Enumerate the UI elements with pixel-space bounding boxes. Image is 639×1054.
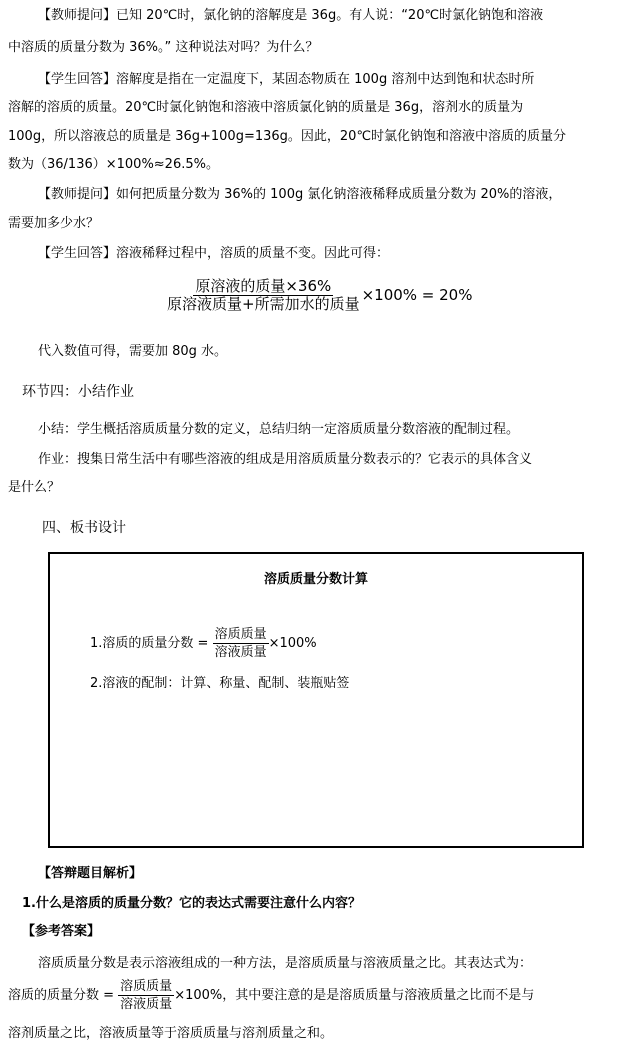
answer-numerator: 溶质质量 bbox=[120, 979, 173, 994]
student-answer-2-line1: 【学生回答】溶液稀释过程中，溶质的质量不变。因此可得： bbox=[38, 246, 390, 261]
answer-fraction bbox=[118, 978, 174, 1013]
board-title: 溶质质量分数计算 bbox=[263, 572, 368, 587]
answer-label: 【参考答案】 bbox=[22, 924, 101, 939]
student-answer-1-line2: 溶解的溶质的质量。20℃时氯化钠饱和溶液中溶质氯化钠的质量是 36g，溶剂水的质量为 bbox=[8, 100, 524, 115]
answer-formula-tail: ×100%，其中要注意的是是溶质质量与溶液质量之比而不是与 bbox=[174, 988, 535, 1003]
answer-formula-prefix: 溶质的质量分数 = bbox=[8, 988, 115, 1003]
board-item-1-denominator: 溶液质量 bbox=[214, 645, 267, 660]
summary-line: 小结：学生概括溶质质量分数的定义，总结归纳一定溶质质量分数溶液的配制过程。 bbox=[38, 422, 520, 437]
teacher-question-1-line2: 中溶质的质量分数为 36%。” 这种说法对吗？为什么？ bbox=[8, 40, 319, 55]
section-4-heading: 环节四：小结作业 bbox=[22, 384, 134, 400]
defense-question: 1.什么是溶质的质量分数？它的表达式需要注意什么内容？ bbox=[22, 896, 361, 911]
answer-line2 bbox=[8, 978, 534, 1013]
board-design-heading: 四、板书设计 bbox=[42, 520, 126, 536]
dilution-fraction bbox=[165, 278, 362, 313]
board-item-1-fraction bbox=[213, 626, 269, 661]
student-answer-1-line1: 【学生回答】溶解度是指在一定温度下，某固态物质在 100g 溶剂中达到饱和状态时所 bbox=[38, 72, 535, 87]
student-answer-1-line3: 100g，所以溶液总的质量是 36g+100g=136g。因此，20℃时氯化钠饱和溶液中溶质的质量分 bbox=[8, 129, 567, 144]
dilution-numerator: 原溶液的质量×36% bbox=[195, 277, 332, 295]
board-item-1-prefix: 1.溶质的质量分数 = bbox=[90, 636, 209, 651]
dilution-denominator: 原溶液质量+所需加水的质量 bbox=[167, 295, 360, 313]
teacher-question-2-line1: 【教师提问】如何把质量分数为 36%的 100g 氯化钠溶液稀释成质量分数为 20%的溶液， bbox=[38, 187, 562, 202]
board-item-1-tail: ×100% bbox=[268, 636, 317, 651]
homework-line1: 作业：搜集日常生活中有哪些溶液的组成是用溶质质量分数表示的？它表示的具体含义 bbox=[38, 452, 533, 467]
board-design-box bbox=[48, 552, 584, 848]
teacher-question-2-line2: 需要加多少水？ bbox=[8, 216, 100, 231]
dilution-formula-tail: ×100% = 20% bbox=[361, 286, 473, 304]
dilution-formula bbox=[165, 278, 472, 313]
result-line: 代入数值可得，需要加 80g 水。 bbox=[38, 344, 228, 359]
homework-line2: 是什么？ bbox=[8, 480, 61, 495]
board-item-2: 2.溶液的配制：计算、称量、配制、装瓶贴签 bbox=[90, 676, 350, 691]
student-answer-1-line4: 数为（36/136）×100%≈26.5%。 bbox=[8, 157, 219, 172]
answer-line3: 溶剂质量之比，溶液质量等于溶质质量与溶剂质量之和。 bbox=[8, 1026, 334, 1041]
board-item-1-numerator: 溶质质量 bbox=[214, 627, 267, 642]
teacher-question-1-line1: 【教师提问】已知 20℃时，氯化钠的溶解度是 36g。有人说：“20℃时氯化钠饱和溶液 bbox=[38, 8, 544, 23]
answer-denominator: 溶液质量 bbox=[120, 997, 173, 1012]
answer-line1: 溶质质量分数是表示溶液组成的一种方法，是溶质质量与溶液质量之比。其表达式为： bbox=[38, 956, 533, 971]
board-item-1 bbox=[90, 626, 317, 661]
defense-heading: 【答辩题目解析】 bbox=[38, 866, 143, 881]
